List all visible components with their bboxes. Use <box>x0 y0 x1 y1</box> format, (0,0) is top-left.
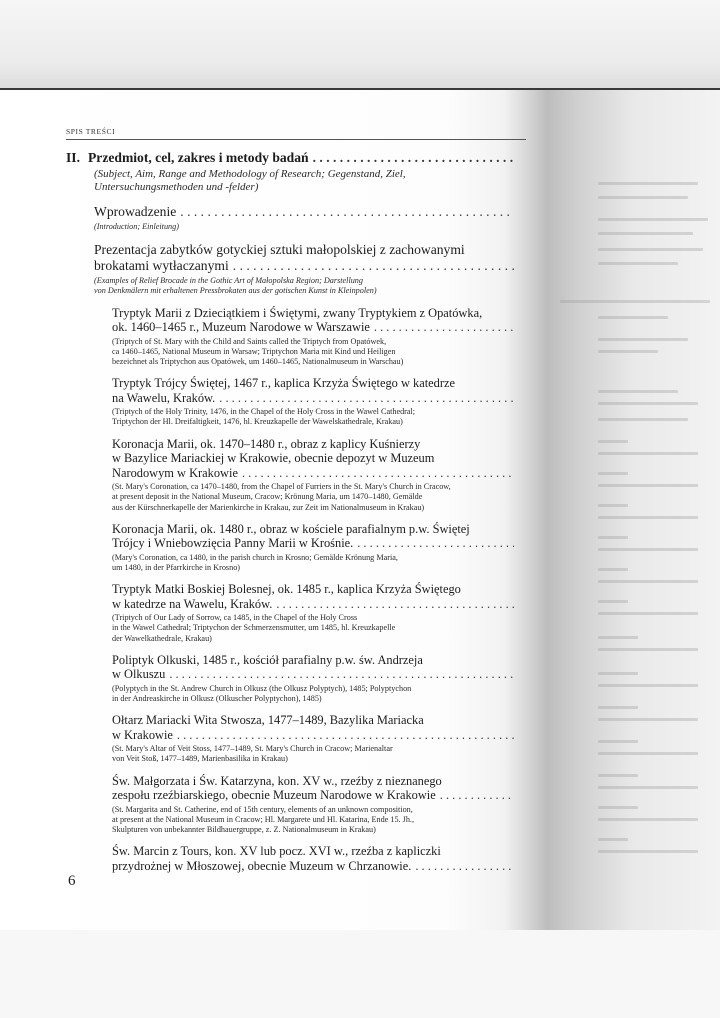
entry-note-line: ca 1460–1465, National Museum in Warsaw; Triptychon Maria mit Kind und Heiligen <box>112 346 396 356</box>
entry-note-line: um 1480, in der Pfarrkirche in Krosno) <box>112 562 241 572</box>
header-rule <box>66 139 526 140</box>
leader-dots <box>415 859 514 874</box>
leader-dots <box>180 204 514 220</box>
leader-dots <box>233 258 514 274</box>
entry-note-line: (St. Mary's Coronation, ca 1470–1480, from the Chapel of Furriers in the St. Mary's Church in Cracow, <box>112 482 451 492</box>
presentation-title-line: Prezentacja zabytków gotyckiej sztuki małopolskiej z zachowanymi <box>94 242 465 258</box>
intro-subtitle: (Introduction; Einleitung) <box>94 222 179 231</box>
toc-entry <box>112 774 514 836</box>
toc-entry <box>112 653 514 704</box>
entry-note-line: Triptychon der Hl. Dreifaltigkeit, 1476, hl. Kreuzkapelle der Wawelskathedrale, Krakau) <box>112 417 403 427</box>
entry-list <box>66 306 514 874</box>
entry-note-line: in the Wawel Cathedral; Triptychon der Schmerzensmutter, um 1485, hl. Kreuzkapelle <box>112 623 396 633</box>
toc-entry <box>112 376 514 427</box>
entry-title-line: Tryptyk Matki Boskiej Bolesnej, ok. 1485 r., kaplica Krzyża Świętego <box>112 582 461 597</box>
entry-title-line: w Bazylice Mariackiej w Krakowie, obecnie depozyt w Muzeum <box>112 451 435 466</box>
entry-note-line: at present deposit in the National Museum, Cracow; Krönung Maria, um 1470–1480, Gemälde <box>112 492 423 502</box>
presentation-title-line: brokatami wytłaczanymi <box>94 258 229 274</box>
entry-title-line: ok. 1460–1465 r., Muzeum Narodowe w Warszawie <box>112 320 370 335</box>
page-number: 6 <box>68 873 76 889</box>
leader-dots <box>177 728 514 743</box>
leader-dots <box>374 320 514 335</box>
table-of-contents <box>66 150 514 873</box>
entry-title-line: przydrożnej w Młoszowej, obecnie Muzeum w Chrzanowie. <box>112 858 412 873</box>
entry-title-line: na Wawelu, Kraków. <box>112 390 216 405</box>
leader-dots <box>276 597 514 612</box>
presentation-subtitle-line: (Examples of Relief Brocade in the Gothic Art of Małopolska Region; Darstellung <box>94 276 363 286</box>
entry-note-line: (Mary's Coronation, ca 1480, in the parish church in Krosno; Gemälde Krönung Maria, <box>112 552 398 562</box>
entry-note-line: at present at the National Museum in Cracow; Hl. Margarete und Hl. Katarina, Ende 15. Jh., <box>112 814 415 824</box>
entry-title-line: w katedrze na Wawelu, Kraków. <box>112 596 273 611</box>
running-head: SPIS TREŚCI <box>66 127 116 136</box>
entry-title-line: zespołu rzeźbiarskiego, obecnie Muzeum Narodowe w Krakowie <box>112 788 436 803</box>
entry-title-line: w Olkuszu <box>112 667 166 682</box>
section-title: Przedmiot, cel, zakres i metody badań <box>87 150 309 165</box>
entry-title-line: Koronacja Marii, ok. 1470–1480 r., obraz z kaplicy Kuśnierzy <box>112 436 421 451</box>
scan-bottom-margin <box>0 930 720 1018</box>
scan-top-margin <box>0 0 720 88</box>
toc-entry <box>112 522 514 573</box>
entry-title-line: Trójcy i Wniebowzięcia Panny Marii w Krośnie. <box>112 536 354 551</box>
intro-title: Wprowadzenie <box>94 204 177 219</box>
intro-entry <box>66 204 514 232</box>
entry-note-line: Skulpturen von unbekannter Bildhauergruppe, z. Z. Nationalmuseum in Krakau) <box>112 824 376 834</box>
toc-entry <box>112 306 514 368</box>
entry-note-line: in der Andreaskirche in Olkusz (Olkuscher Polyptychon), 1485) <box>112 693 322 703</box>
entry-note-line: bezeichnet als Triptychon aus Opatówek, um 1460–1465, Nationalmuseum in Warschau) <box>112 357 404 367</box>
section-number: II. <box>66 150 80 165</box>
entry-title-line: Poliptyk Olkuski, 1485 r., kościół parafialny p.w. św. Andrzeja <box>112 652 423 667</box>
entry-title-line: Koronacja Marii, ok. 1480 r., obraz w kościele parafialnym p.w. Świętej <box>112 521 470 536</box>
entry-title-line: Św. Małgorzata i Św. Katarzyna, kon. XV w., rzeźby z nieznanego <box>112 773 442 788</box>
toc-entry <box>112 582 514 644</box>
entry-title-line: w Krakowie <box>112 727 173 742</box>
entry-title-line: Ołtarz Mariacki Wita Stwosza, 1477–1489, Bazylika Mariacka <box>112 713 424 728</box>
section-subtitle: (Subject, Aim, Range and Methodology of Research; Gegenstand, Ziel, Untersuchungsmethoden und -felder) <box>94 168 406 193</box>
leader-dots <box>242 466 514 481</box>
section-heading <box>66 150 514 194</box>
entry-title-line: Tryptyk Marii z Dzieciątkiem i Świętymi, zwany Tryptykiem z Opatówka, <box>112 305 483 320</box>
toc-entry <box>112 713 514 764</box>
entry-note-line: (St. Mary's Altar of Veit Stoss, 1477–1489, St. Mary's Church in Cracow; Marienaltar <box>112 744 393 754</box>
entry-title-line: Tryptyk Trójcy Świętej, 1467 r., kaplica Krzyża Świętego w katedrze <box>112 376 455 391</box>
leader-dots <box>219 391 514 406</box>
entry-title-line: Św. Marcin z Tours, kon. XV lub pocz. XVI w., rzeźba z kapliczki <box>112 844 441 859</box>
entry-note-line: (St. Margarita and St. Catherine, end of 15th century, elements of an unknown composition, <box>112 804 413 814</box>
entry-note-line: aus der Kürschnerkapelle der Marienkirche in Krakau, zur Zeit im Nationalmuseum in Krakau) <box>112 502 425 512</box>
entry-note-line: der Wawelkathedrale, Krakau) <box>112 633 212 643</box>
entry-note-line: (Triptych of Our Lady of Sorrow, ca 1485, in the Chapel of the Holy Cross <box>112 613 358 623</box>
leader-dots <box>313 150 514 166</box>
toc-entry <box>112 844 514 873</box>
presentation-subtitle-line: von Denkmälern mit erhaltenen Pressbrokaten aus der gotischen Kunst in Kleinpolen) <box>94 286 377 296</box>
toc-entry <box>112 437 514 513</box>
entry-note-line: (Triptych of the Holy Trinity, 1476, in the Chapel of the Holy Cross in the Wawel Cathedral; <box>112 407 416 417</box>
entry-note-line: (Polyptych in the St. Andrew Church in Olkusz (the Olkusz Polyptych), 1485; Polyptychon <box>112 683 412 693</box>
leader-dots <box>357 536 514 551</box>
entry-note-line: von Veit Stoß, 1477–1489, Marienbasilika in Krakau) <box>112 754 288 764</box>
presentation-entry <box>66 242 514 296</box>
leader-dots <box>440 788 514 803</box>
entry-note-line: (Triptych of St. Mary with the Child and Saints called the Triptych from Opatówek, <box>112 336 387 346</box>
leader-dots <box>169 667 514 682</box>
entry-title-line: Narodowym w Krakowie <box>112 465 238 480</box>
